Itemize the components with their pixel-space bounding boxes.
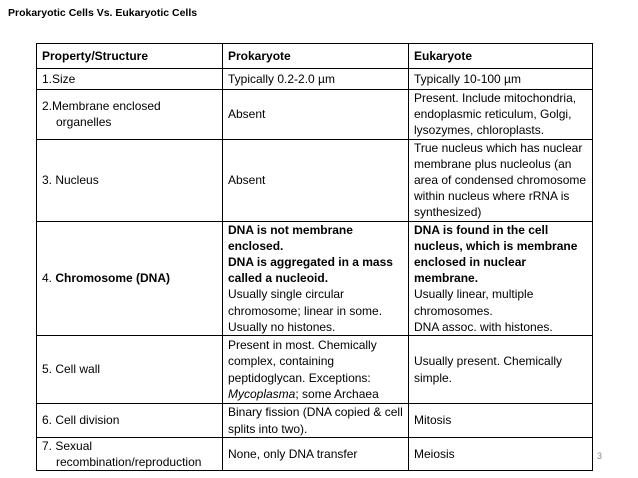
cell-prokaryote (223, 90, 409, 140)
cell-line: membrane plus nucleolus (an (414, 156, 572, 171)
cell-line-bold: enclosed in nuclear membrane. (414, 255, 527, 286)
cell-eukaryote (409, 438, 593, 471)
cell-prokaryote (223, 336, 409, 404)
cell-line: None, only DNA transfer (228, 447, 358, 462)
cell-line-bold: called a nucleoid. (228, 271, 329, 286)
cell-eukaryote (409, 404, 593, 438)
cell-line: chromosome; linear in some. (228, 303, 383, 318)
cell-line: 4. (42, 271, 56, 286)
cell-property (37, 221, 223, 335)
cell-line: Meiosis (414, 447, 455, 462)
cell-line: lysozymes, chloroplasts. (414, 123, 545, 138)
cell-prokaryote (223, 438, 409, 471)
cell-property (37, 438, 223, 471)
cell-line: 5. Cell wall (42, 362, 101, 377)
page-number: 3 (596, 451, 602, 461)
cell-property (37, 69, 223, 90)
table-row (37, 438, 593, 471)
cell-line-italic: Mycoplasma (228, 386, 296, 401)
cell-line: 3. Nucleus (42, 173, 99, 188)
cell-line: organelles (56, 115, 112, 130)
header-prokaryote: Prokaryote (223, 44, 409, 69)
cell-line: Typically 10-100 µm (414, 71, 521, 86)
table-row (37, 139, 593, 221)
cell-line: simple. (414, 370, 453, 385)
cell-line: within nucleus where rRNA is (414, 189, 570, 204)
cell-line: Absent (228, 173, 266, 188)
comparison-table (36, 43, 593, 471)
cell-eukaryote (409, 139, 593, 221)
cell-line: Present in most. Chemically (228, 338, 377, 353)
cell-line: Usually present. Chemically (414, 354, 563, 369)
table-row (37, 90, 593, 140)
cell-line: Usually linear, multiple (414, 287, 534, 302)
cell-line: chromosomes. (414, 303, 493, 318)
cell-line-bold: DNA is found in the cell (414, 222, 549, 237)
cell-line: Usually single circular (228, 287, 345, 302)
header-property: Property/Structure (37, 44, 223, 69)
cell-line: 1.Size (42, 71, 76, 86)
cell-line: Present. Include mitochondria, (414, 91, 577, 105)
cell-prokaryote (223, 69, 409, 90)
table-header-row (37, 44, 593, 69)
slide-title: Prokaryotic Cells Vs. Eukaryotic Cells (8, 7, 198, 19)
cell-eukaryote (409, 90, 593, 140)
cell-property (37, 404, 223, 438)
cell-line-bold: Chromosome (DNA) (55, 271, 171, 286)
cell-line: 2.Membrane enclosed (42, 99, 161, 114)
table-row (37, 404, 593, 438)
cell-line: Absent (228, 107, 266, 122)
cell-line: endoplasmic reticulum, Golgi, (414, 107, 572, 122)
cell-property (37, 336, 223, 404)
cell-line: splits into two). (228, 421, 308, 436)
cell-prokaryote (223, 404, 409, 438)
cell-line: True nucleus which has nuclear (414, 140, 583, 155)
cell-line-bold: nucleus, which is membrane (414, 238, 578, 253)
cell-line: Mitosis (414, 413, 452, 428)
cell-line: ; some Archaea (295, 386, 379, 401)
cell-line-bold: DNA is not membrane enclosed. (228, 222, 353, 253)
cell-eukaryote (409, 336, 593, 404)
cell-line: 6. Cell division (42, 413, 120, 428)
cell-line: DNA assoc. with histones. (414, 319, 553, 334)
cell-line-bold: DNA is aggregated in a mass (228, 255, 393, 270)
cell-line: 7. Sexual (42, 439, 93, 454)
cell-property (37, 90, 223, 140)
cell-prokaryote (223, 221, 409, 335)
table-row (37, 69, 593, 90)
cell-line: Binary fission (DNA copied & cell (228, 405, 403, 420)
cell-line: Usually no histones. (228, 319, 336, 334)
cell-line: complex, containing (228, 354, 335, 369)
cell-property (37, 139, 223, 221)
cell-eukaryote (409, 221, 593, 335)
cell-prokaryote (223, 139, 409, 221)
table-row (37, 221, 593, 335)
cell-line: recombination/reproduction (56, 455, 202, 470)
cell-line: peptidoglycan. Exceptions: (228, 370, 371, 385)
table-row (37, 336, 593, 404)
cell-line: area of condensed chromosome (414, 173, 587, 188)
cell-line: synthesized) (414, 205, 482, 220)
header-eukaryote: Eukaryote (409, 44, 593, 69)
cell-line: Typically 0.2-2.0 µm (228, 71, 335, 86)
cell-eukaryote (409, 69, 593, 90)
